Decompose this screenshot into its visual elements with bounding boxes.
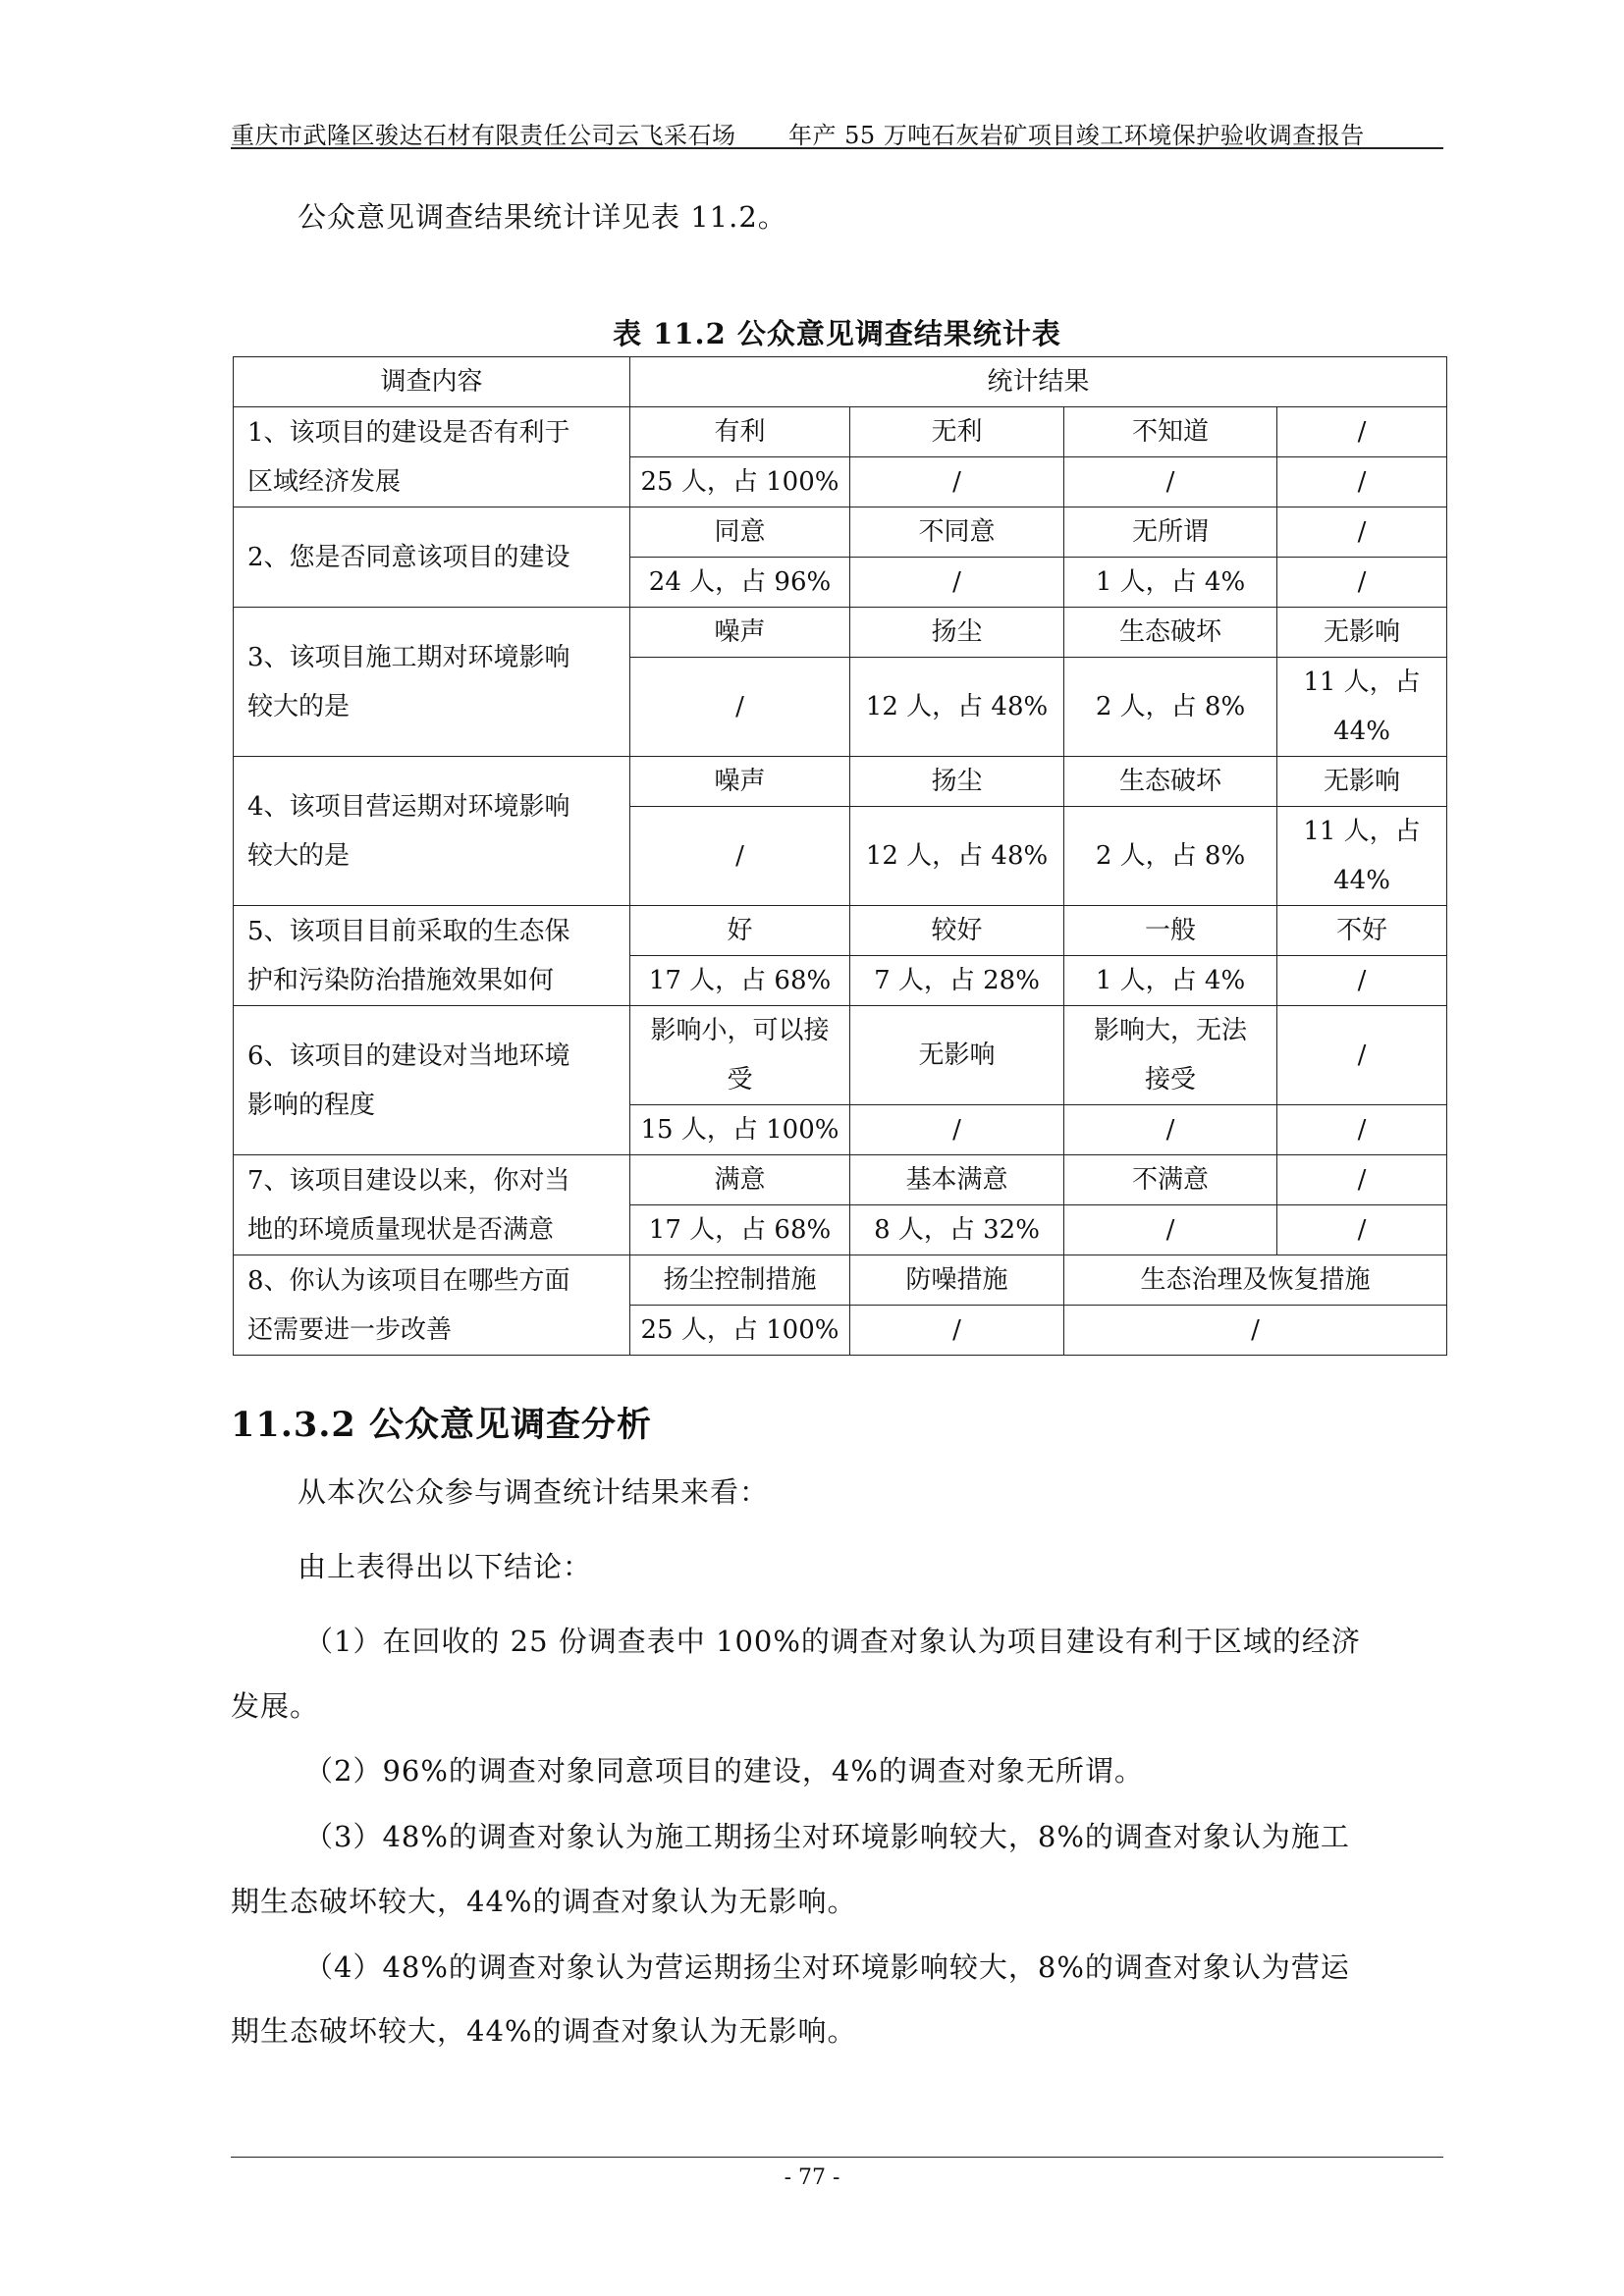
survey-results-table: [233, 356, 1447, 1356]
option-cell: 影响小，可以接 受: [630, 1006, 850, 1105]
option-cell: 生态治理及恢复措施: [1064, 1255, 1447, 1306]
question-cell: 5、该项目目前采取的生态保 护和污染防治措施效果如何: [234, 906, 630, 1006]
option-cell: 不好: [1277, 906, 1447, 956]
table-header-row: [234, 357, 1447, 407]
value-cell: 2 人，占 8%: [1064, 658, 1277, 757]
option-cell: 基本满意: [850, 1155, 1064, 1205]
option-cell: 生态破坏: [1064, 757, 1277, 807]
value-cell: /: [1277, 956, 1447, 1006]
question-cell: 2、您是否同意该项目的建设: [234, 507, 630, 608]
table-row: [234, 906, 1447, 956]
option-cell: 不满意: [1064, 1155, 1277, 1205]
value-cell: 24 人，占 96%: [630, 558, 850, 608]
option-cell: 不知道: [1064, 407, 1277, 457]
value-cell: /: [850, 1306, 1064, 1356]
analysis-paragraph: 从本次公众参与调查统计结果来看：: [298, 1475, 770, 1509]
option-cell: 较好: [850, 906, 1064, 956]
table-row: [234, 507, 1447, 558]
table-row: [234, 1255, 1447, 1306]
value-cell: 12 人，占 48%: [850, 658, 1064, 757]
conclusion-4: （4）48%的调查对象认为营运期扬尘对环境影响较大，8%的调查对象认为营运: [304, 1950, 1350, 1984]
option-cell: 扬尘控制措施: [630, 1255, 850, 1306]
option-cell: 有利: [630, 407, 850, 457]
header-report-title: 年产 55 万吨石灰岩矿项目竣工环境保护验收调查报告: [788, 122, 1365, 149]
conclusion-1-cont: 发展。: [231, 1689, 320, 1723]
conclusion-3: （3）48%的调查对象认为施工期扬尘对环境影响较大，8%的调查对象认为施工: [304, 1820, 1350, 1853]
option-cell: 同意: [630, 507, 850, 558]
option-cell: 无利: [850, 407, 1064, 457]
question-cell: 4、该项目营运期对环境影响 较大的是: [234, 757, 630, 906]
option-cell: 防噪措施: [850, 1255, 1064, 1306]
option-cell: 噪声: [630, 757, 850, 807]
intro-paragraph: 公众意见调查结果统计详见表 11.2。: [298, 200, 787, 234]
value-cell: /: [850, 457, 1064, 507]
value-cell: /: [1064, 1105, 1277, 1155]
value-cell: 15 人，占 100%: [630, 1105, 850, 1155]
value-cell: /: [1064, 457, 1277, 507]
section-heading: 11.3.2 公众意见调查分析: [231, 1405, 652, 1445]
option-cell: 影响大，无法 接受: [1064, 1006, 1277, 1105]
question-cell: 8、你认为该项目在哪些方面 还需要进一步改善: [234, 1255, 630, 1356]
option-cell: 无影响: [850, 1006, 1064, 1105]
option-cell: 生态破坏: [1064, 608, 1277, 658]
option-cell: 噪声: [630, 608, 850, 658]
value-cell: /: [1064, 1205, 1277, 1255]
value-cell: /: [1277, 1205, 1447, 1255]
option-cell: 无影响: [1277, 757, 1447, 807]
option-cell: 好: [630, 906, 850, 956]
value-cell: 11 人，占 44%: [1277, 807, 1447, 906]
conclusion-3-cont: 期生态破坏较大，44%的调查对象认为无影响。: [231, 1885, 857, 1918]
question-cell: 7、该项目建设以来，你对当 地的环境质量现状是否满意: [234, 1155, 630, 1255]
table-row: [234, 407, 1447, 457]
conclusion-4-cont: 期生态破坏较大，44%的调查对象认为无影响。: [231, 2014, 857, 2048]
header-rule: [231, 147, 1443, 149]
header-content: 调查内容: [234, 357, 630, 407]
running-header: [231, 110, 1443, 147]
value-cell: 12 人，占 48%: [850, 807, 1064, 906]
value-cell: 17 人，占 68%: [630, 956, 850, 1006]
header-results: 统计结果: [630, 357, 1447, 407]
conclusion-2: （2）96%的调查对象同意项目的建设，4%的调查对象无所谓。: [304, 1754, 1144, 1788]
value-cell: 11 人，占 44%: [1277, 658, 1447, 757]
value-cell: 25 人，占 100%: [630, 1306, 850, 1356]
value-cell: /: [1277, 457, 1447, 507]
value-cell: /: [1277, 558, 1447, 608]
option-cell: 满意: [630, 1155, 850, 1205]
value-cell: 1 人，占 4%: [1064, 558, 1277, 608]
value-cell: 7 人，占 28%: [850, 956, 1064, 1006]
table-row: [234, 1155, 1447, 1205]
table-row: [234, 757, 1447, 807]
value-cell: 1 人，占 4%: [1064, 956, 1277, 1006]
header-company: 重庆市武隆区骏达石材有限责任公司云飞采石场: [231, 122, 736, 149]
footer-rule: [231, 2157, 1443, 2158]
question-cell: 3、该项目施工期对环境影响 较大的是: [234, 608, 630, 757]
conclusion-1: （1）在回收的 25 份调查表中 100%的调查对象认为项目建设有利于区域的经济: [304, 1625, 1361, 1658]
value-cell: /: [630, 658, 850, 757]
option-cell: 扬尘: [850, 608, 1064, 658]
option-cell: /: [1277, 1155, 1447, 1205]
option-cell: 无影响: [1277, 608, 1447, 658]
option-cell: /: [1277, 407, 1447, 457]
table-row: [234, 608, 1447, 658]
analysis-paragraph: 由上表得出以下结论：: [298, 1550, 593, 1583]
value-cell: /: [1277, 1105, 1447, 1155]
option-cell: 一般: [1064, 906, 1277, 956]
table-title: 表 11.2 公众意见调查结果统计表: [613, 317, 1061, 350]
question-cell: 1、该项目的建设是否有利于 区域经济发展: [234, 407, 630, 507]
value-cell: /: [630, 807, 850, 906]
value-cell: /: [1064, 1306, 1447, 1356]
value-cell: /: [850, 558, 1064, 608]
value-cell: 17 人，占 68%: [630, 1205, 850, 1255]
value-cell: 25 人，占 100%: [630, 457, 850, 507]
page-number: - 77 -: [784, 2165, 840, 2190]
option-cell: /: [1277, 507, 1447, 558]
value-cell: 2 人，占 8%: [1064, 807, 1277, 906]
option-cell: 无所谓: [1064, 507, 1277, 558]
question-cell: 6、该项目的建设对当地环境 影响的程度: [234, 1006, 630, 1155]
value-cell: /: [850, 1105, 1064, 1155]
option-cell: 扬尘: [850, 757, 1064, 807]
option-cell: 不同意: [850, 507, 1064, 558]
value-cell: 8 人，占 32%: [850, 1205, 1064, 1255]
table-row: [234, 1006, 1447, 1105]
option-cell: /: [1277, 1006, 1447, 1105]
